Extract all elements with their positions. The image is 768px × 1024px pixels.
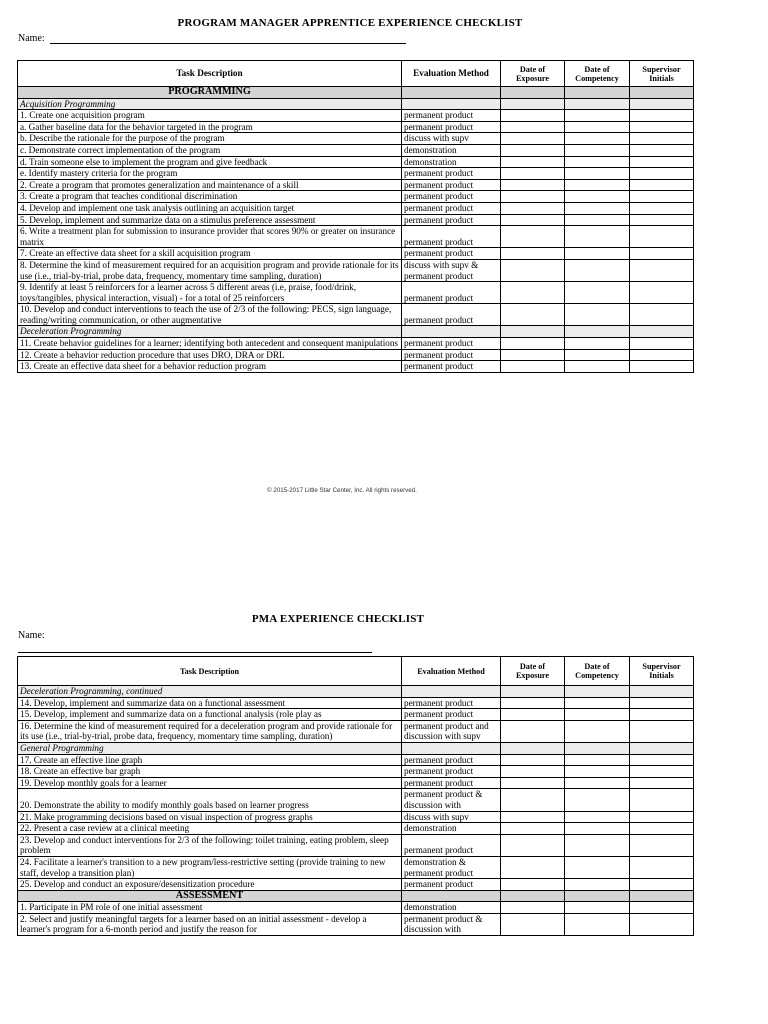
table-row [18,811,694,823]
evaluation-method: discuss with supv & permanent product [402,259,501,281]
date-of-competency-cell[interactable] [565,226,630,248]
date-of-competency-cell[interactable] [565,856,630,878]
supervisor-initials-cell[interactable] [630,879,694,891]
date-of-competency-cell[interactable] [565,361,630,373]
header-supervisor-initials: Supervisor Initials [630,61,694,87]
table-row [18,110,694,122]
supervisor-initials-cell[interactable] [630,709,694,721]
section-title: ASSESSMENT [18,890,402,902]
header-task-description: Task Description [18,61,402,87]
task-description: b. Describe the rationale for the purpose of the program [18,133,402,145]
date-of-exposure-cell[interactable] [501,856,565,878]
supervisor-initials-cell[interactable] [630,789,694,811]
table-row [18,144,694,156]
task-description: a. Gather baseline data for the behavior targeted in the program [18,121,402,133]
empty-cell [630,87,694,99]
empty-cell [501,686,565,698]
date-of-competency-cell[interactable] [565,133,630,145]
table-row [18,179,694,191]
supervisor-initials-cell[interactable] [630,179,694,191]
evaluation-method: permanent product & discussion with [402,789,501,811]
date-of-competency-cell[interactable] [565,156,630,168]
date-of-exposure-cell[interactable] [501,879,565,891]
supervisor-initials-cell[interactable] [630,754,694,766]
date-of-exposure-cell[interactable] [501,282,565,304]
date-of-competency-cell[interactable] [565,720,630,742]
table-row [18,834,694,856]
date-of-competency-cell[interactable] [565,144,630,156]
supervisor-initials-cell[interactable] [630,282,694,304]
date-of-competency-cell[interactable] [565,823,630,835]
table-row [18,913,694,935]
header-date-of-competency: Date of Competency [565,61,630,87]
empty-cell [402,326,501,338]
empty-cell [402,742,501,754]
date-of-competency-cell[interactable] [565,282,630,304]
date-of-exposure-cell[interactable] [501,789,565,811]
category-row [18,686,694,698]
table-row [18,697,694,709]
supervisor-initials-cell[interactable] [630,214,694,226]
evaluation-method: permanent product [402,248,501,260]
table-row [18,777,694,789]
table-row [18,902,694,914]
date-of-competency-cell[interactable] [565,168,630,180]
supervisor-initials-cell[interactable] [630,766,694,778]
task-description: 19. Develop monthly goals for a learner [18,777,402,789]
copyright: © 2015-2017 Little Star Center, Inc. All rights reserved. [267,487,417,494]
evaluation-method: permanent product [402,110,501,122]
date-of-exposure-cell[interactable] [501,156,565,168]
evaluation-method: demonstration [402,902,501,914]
date-of-exposure-cell[interactable] [501,179,565,191]
evaluation-method: demonstration [402,823,501,835]
table-row [18,226,694,248]
table-row [18,214,694,226]
date-of-exposure-cell[interactable] [501,766,565,778]
task-description: 23. Develop and conduct interventions for 2/3 of the following: toilet training, eating problem, sleep problem [18,834,402,856]
header-supervisor-initials: Supervisor Initials [630,657,694,686]
date-of-competency-cell[interactable] [565,110,630,122]
table-row [18,338,694,350]
date-of-exposure-cell[interactable] [501,168,565,180]
date-of-exposure-cell[interactable] [501,709,565,721]
section-header-row [18,890,694,902]
task-description: 10. Develop and conduct interventions to teach the use of 2/3 of the following: PECS, sign language, reading/writing communication, or other augmentative [18,304,402,326]
date-of-competency-cell[interactable] [565,304,630,326]
evaluation-method: permanent product [402,282,501,304]
table-row [18,720,694,742]
empty-cell [630,326,694,338]
supervisor-initials-cell[interactable] [630,856,694,878]
date-of-exposure-cell[interactable] [501,133,565,145]
category-title: General Programming [18,742,402,754]
empty-cell [501,742,565,754]
evaluation-method: permanent product [402,121,501,133]
supervisor-initials-cell[interactable] [630,361,694,373]
table-row [18,766,694,778]
supervisor-initials-cell[interactable] [630,777,694,789]
task-description: 25. Develop and conduct an exposure/desensitization procedure [18,879,402,891]
date-of-competency-cell[interactable] [565,811,630,823]
date-of-competency-cell[interactable] [565,202,630,214]
task-description: 1. Create one acquisition program [18,110,402,122]
date-of-competency-cell[interactable] [565,902,630,914]
section-title: PROGRAMMING [18,87,402,99]
date-of-competency-cell[interactable] [565,754,630,766]
header-evaluation-method: Evaluation Method [402,657,501,686]
date-of-competency-cell[interactable] [565,789,630,811]
evaluation-method: demonstration [402,144,501,156]
task-description: 3. Create a program that teaches conditional discrimination [18,191,402,203]
task-description: 14. Develop, implement and summarize data on a functional assessment [18,697,402,709]
empty-cell [501,890,565,902]
date-of-exposure-cell[interactable] [501,777,565,789]
category-title: Deceleration Programming [18,326,402,338]
evaluation-method: permanent product [402,349,501,361]
category-row [18,326,694,338]
date-of-exposure-cell[interactable] [501,259,565,281]
evaluation-method: permanent product and discussion with supv [402,720,501,742]
supervisor-initials-cell[interactable] [630,913,694,935]
date-of-competency-cell[interactable] [565,879,630,891]
table-row [18,259,694,281]
name-label: Name: [18,630,45,641]
date-of-competency-cell[interactable] [565,259,630,281]
empty-cell [501,98,565,110]
header-task-description: Task Description [18,657,402,686]
checklist-table [17,60,694,373]
supervisor-initials-cell[interactable] [630,110,694,122]
task-description: 4. Develop and implement one task analysis outlining an acquisition target [18,202,402,214]
date-of-competency-cell[interactable] [565,709,630,721]
date-of-exposure-cell[interactable] [501,191,565,203]
empty-cell [402,87,501,99]
evaluation-method: permanent product [402,214,501,226]
date-of-exposure-cell[interactable] [501,304,565,326]
date-of-competency-cell[interactable] [565,338,630,350]
table-row [18,156,694,168]
task-description: 1. Participate in PM role of one initial assessment [18,902,402,914]
date-of-exposure-cell[interactable] [501,697,565,709]
category-row [18,98,694,110]
date-of-competency-cell[interactable] [565,766,630,778]
evaluation-method: permanent product [402,338,501,350]
table-row [18,361,694,373]
evaluation-method: discuss with supv [402,811,501,823]
supervisor-initials-cell[interactable] [630,202,694,214]
checklist-table [17,656,694,936]
supervisor-initials-cell[interactable] [630,121,694,133]
task-description: 7. Create an effective data sheet for a skill acquisition program [18,248,402,260]
task-description: 8. Determine the kind of measurement required for an acquisition program and provide rationale for its use (i.e., trial-by-trial, probe data, frequency, momentary time sampling, duration) [18,259,402,281]
date-of-competency-cell[interactable] [565,248,630,260]
supervisor-initials-cell[interactable] [630,834,694,856]
date-of-exposure-cell[interactable] [501,720,565,742]
evaluation-method: permanent product [402,754,501,766]
empty-cell [565,98,630,110]
date-of-exposure-cell[interactable] [501,823,565,835]
empty-cell [501,326,565,338]
date-of-exposure-cell[interactable] [501,144,565,156]
supervisor-initials-cell[interactable] [630,338,694,350]
table-row [18,349,694,361]
table-row [18,133,694,145]
table-row [18,191,694,203]
date-of-exposure-cell[interactable] [501,834,565,856]
table-row [18,823,694,835]
empty-cell [630,890,694,902]
date-of-competency-cell[interactable] [565,777,630,789]
table-row [18,709,694,721]
table-row [18,879,694,891]
evaluation-method: permanent product [402,304,501,326]
evaluation-method: permanent product [402,834,501,856]
supervisor-initials-cell[interactable] [630,902,694,914]
task-description: c. Demonstrate correct implementation of the program [18,144,402,156]
header-date-of-exposure: Date of Exposure [501,657,565,686]
empty-cell [402,890,501,902]
empty-cell [630,742,694,754]
task-description: 18. Create an effective bar graph [18,766,402,778]
evaluation-method: permanent product [402,191,501,203]
supervisor-initials-cell[interactable] [630,191,694,203]
date-of-exposure-cell[interactable] [501,202,565,214]
supervisor-initials-cell[interactable] [630,259,694,281]
date-of-exposure-cell[interactable] [501,110,565,122]
date-of-exposure-cell[interactable] [501,226,565,248]
evaluation-method: permanent product [402,168,501,180]
evaluation-method: permanent product [402,179,501,191]
supervisor-initials-cell[interactable] [630,156,694,168]
evaluation-method: permanent product & discussion with [402,913,501,935]
name-line[interactable] [50,43,406,44]
empty-cell [565,686,630,698]
category-row [18,742,694,754]
name-label: Name: [18,33,45,44]
date-of-exposure-cell[interactable] [501,338,565,350]
category-title: Acquisition Programming [18,98,402,110]
date-of-competency-cell[interactable] [565,191,630,203]
evaluation-method: discuss with supv [402,133,501,145]
evaluation-method: permanent product [402,777,501,789]
header-date-of-exposure: Date of Exposure [501,61,565,87]
supervisor-initials-cell[interactable] [630,304,694,326]
task-description: 6. Write a treatment plan for submission to insurance provider that scores 90% or greater on insurance matrix [18,226,402,248]
empty-cell [501,87,565,99]
task-description: 5. Develop, implement and summarize data on a stimulus preference assessment [18,214,402,226]
evaluation-method: permanent product [402,709,501,721]
page-title: PROGRAM MANAGER APPRENTICE EXPERIENCE CHECKLIST [177,17,523,29]
date-of-exposure-cell[interactable] [501,214,565,226]
empty-cell [565,326,630,338]
supervisor-initials-cell[interactable] [630,697,694,709]
date-of-exposure-cell[interactable] [501,913,565,935]
task-description: 17. Create an effective line graph [18,754,402,766]
supervisor-initials-cell[interactable] [630,144,694,156]
task-description: 21. Make programming decisions based on visual inspection of progress graphs [18,811,402,823]
supervisor-initials-cell[interactable] [630,823,694,835]
task-description: 15. Develop, implement and summarize data on a functional analysis (role play as [18,709,402,721]
table-row [18,248,694,260]
date-of-competency-cell[interactable] [565,834,630,856]
table-row [18,121,694,133]
task-description: 13. Create an effective data sheet for a behavior reduction program [18,361,402,373]
empty-cell [630,98,694,110]
date-of-exposure-cell[interactable] [501,811,565,823]
date-of-competency-cell[interactable] [565,214,630,226]
supervisor-initials-cell[interactable] [630,248,694,260]
table-row [18,304,694,326]
task-description: 20. Demonstrate the ability to modify monthly goals based on learner progress [18,789,402,811]
supervisor-initials-cell[interactable] [630,811,694,823]
name-line[interactable] [18,652,372,653]
date-of-competency-cell[interactable] [565,121,630,133]
date-of-exposure-cell[interactable] [501,121,565,133]
evaluation-method: permanent product [402,202,501,214]
evaluation-method: permanent product [402,879,501,891]
empty-cell [565,742,630,754]
date-of-exposure-cell[interactable] [501,248,565,260]
table-row [18,754,694,766]
empty-cell [402,686,501,698]
evaluation-method: demonstration & permanent product [402,856,501,878]
supervisor-initials-cell[interactable] [630,133,694,145]
section-header-row [18,87,694,99]
date-of-exposure-cell[interactable] [501,349,565,361]
empty-cell [565,890,630,902]
table-row [18,282,694,304]
empty-cell [565,87,630,99]
evaluation-method: permanent product [402,697,501,709]
date-of-exposure-cell[interactable] [501,361,565,373]
supervisor-initials-cell[interactable] [630,226,694,248]
supervisor-initials-cell[interactable] [630,349,694,361]
table-row [18,856,694,878]
task-description: d. Train someone else to implement the program and give feedback [18,156,402,168]
task-description: 12. Create a behavior reduction procedure that uses DRO, DRA or DRL [18,349,402,361]
date-of-competency-cell[interactable] [565,913,630,935]
empty-cell [630,686,694,698]
evaluation-method: permanent product [402,766,501,778]
task-description: 16. Determine the kind of measurement required for a deceleration program and provide rationale for its use (i.e., trial-by-trial, probe data, frequency, momentary time sampling, duration) [18,720,402,742]
evaluation-method: permanent product [402,226,501,248]
date-of-competency-cell[interactable] [565,697,630,709]
evaluation-method: demonstration [402,156,501,168]
category-title: Deceleration Programming, continued [18,686,402,698]
task-description: 11. Create behavior guidelines for a learner; identifying both antecedent and consequent manipulations [18,338,402,350]
task-description: e. Identify mastery criteria for the program [18,168,402,180]
supervisor-initials-cell[interactable] [630,720,694,742]
supervisor-initials-cell[interactable] [630,168,694,180]
task-description: 22. Present a case review at a clinical meeting [18,823,402,835]
evaluation-method: permanent product [402,361,501,373]
table-row [18,168,694,180]
date-of-exposure-cell[interactable] [501,902,565,914]
task-description: 2. Select and justify meaningful targets for a learner based on an initial assessment - develop a learner's program for a 6-month period and justify the reason for [18,913,402,935]
date-of-competency-cell[interactable] [565,349,630,361]
task-description: 2. Create a program that promotes generalization and maintenance of a skill [18,179,402,191]
table-row [18,202,694,214]
header-evaluation-method: Evaluation Method [402,61,501,87]
date-of-competency-cell[interactable] [565,179,630,191]
table-row [18,789,694,811]
date-of-exposure-cell[interactable] [501,754,565,766]
task-description: 9. Identify at least 5 reinforcers for a learner across 5 different areas (i.e, praise, food/drink, toys/tangibles, physical interaction, visual) - for a total of 25 reinforcers [18,282,402,304]
task-description: 24. Facilitate a learner's transition to a new program/less-restrictive setting (provide training to new staff, develop a transition plan) [18,856,402,878]
empty-cell [402,98,501,110]
page-title: PMA EXPERIENCE CHECKLIST [251,613,425,625]
header-date-of-competency: Date of Competency [565,657,630,686]
